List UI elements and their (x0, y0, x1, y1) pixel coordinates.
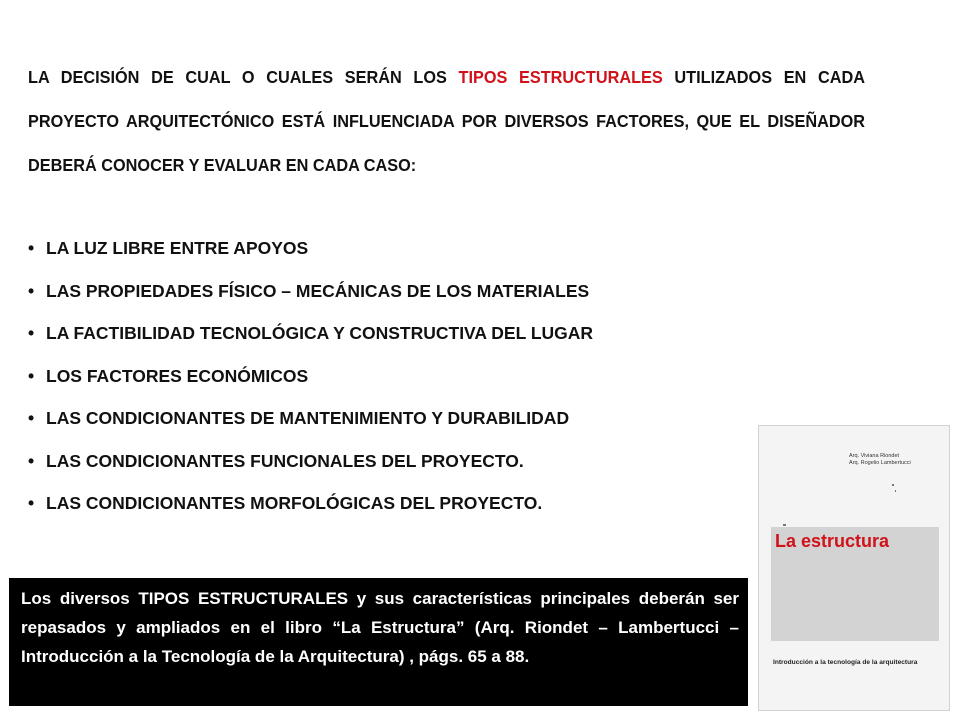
book-subtitle: Introducción a la tecnología de la arquitectura (773, 659, 918, 666)
list-item (28, 227, 748, 270)
book-title-band (771, 527, 939, 641)
bullet-icon: • (28, 238, 35, 258)
list-item-label: LA LUZ LIBRE ENTRE APOYOS (46, 238, 309, 258)
book-reference-note: Los diversos TIPOS ESTRUCTURALES y sus características principales deberán ser repasados y ampliados en el libro “La Estructura” (Arq. Riondet – Lambertucci – Introducción a la Tecnología de la Arquitectura) , págs. 65 a 88. (9, 578, 748, 706)
book-cover-page (758, 425, 950, 711)
bullet-icon: • (28, 450, 35, 471)
speck-mark (892, 484, 894, 486)
bullet-icon: • (28, 323, 35, 343)
list-item (28, 482, 748, 525)
bullet-icon: • (28, 493, 35, 513)
intro-paragraph (28, 55, 865, 187)
list-item-label: LAS CONDICIONANTES DE MANTENIMIENTO Y DURABILIDAD (46, 408, 570, 428)
speck-mark (895, 490, 896, 492)
intro-highlight: TIPOS ESTRUCTURALES (458, 67, 663, 87)
list-item-label: LOS FACTORES ECONÓMICOS (46, 365, 309, 386)
book-author-1: Arq. Viviana Riondet (849, 453, 900, 459)
bullet-icon: • (28, 280, 35, 301)
list-item-label: LAS CONDICIONANTES FUNCIONALES DEL PROYECTO. (46, 450, 524, 471)
list-item (28, 355, 748, 398)
intro-text-after: UTILIZADOS EN CADA PROYECTO ARQUITECTÓNICO ESTÁ INFLUENCIADA POR DIVERSOS FACTORES, QUE EL DISEÑADOR DEBERÁ CONOCER Y EVALUAR EN CADA CASO: (28, 67, 865, 175)
book-cover (751, 421, 957, 715)
list-item-label: LAS PROPIEDADES FÍSICO – MECÁNICAS DE LOS MATERIALES (46, 280, 590, 301)
bullet-icon: • (28, 408, 35, 428)
bullet-icon: • (28, 365, 35, 386)
intro-text-before: LA DECISIÓN DE CUAL O CUALES SERÁN LOS (28, 67, 447, 87)
list-item (28, 440, 748, 483)
list-item (28, 270, 748, 313)
list-item-label: LA FACTIBILIDAD TECNOLÓGICA Y CONSTRUCTIVA DEL LUGAR (46, 323, 594, 343)
list-item-label: LAS CONDICIONANTES MORFOLÓGICAS DEL PROYECTO. (46, 493, 543, 513)
factors-list (28, 227, 748, 525)
list-item (28, 312, 748, 355)
book-author-2: Arq. Rogelio Lambertucci (849, 460, 911, 466)
speck-mark (783, 524, 786, 526)
book-authors (849, 453, 911, 467)
list-item (28, 397, 748, 440)
book-title: La estructura (775, 531, 890, 551)
